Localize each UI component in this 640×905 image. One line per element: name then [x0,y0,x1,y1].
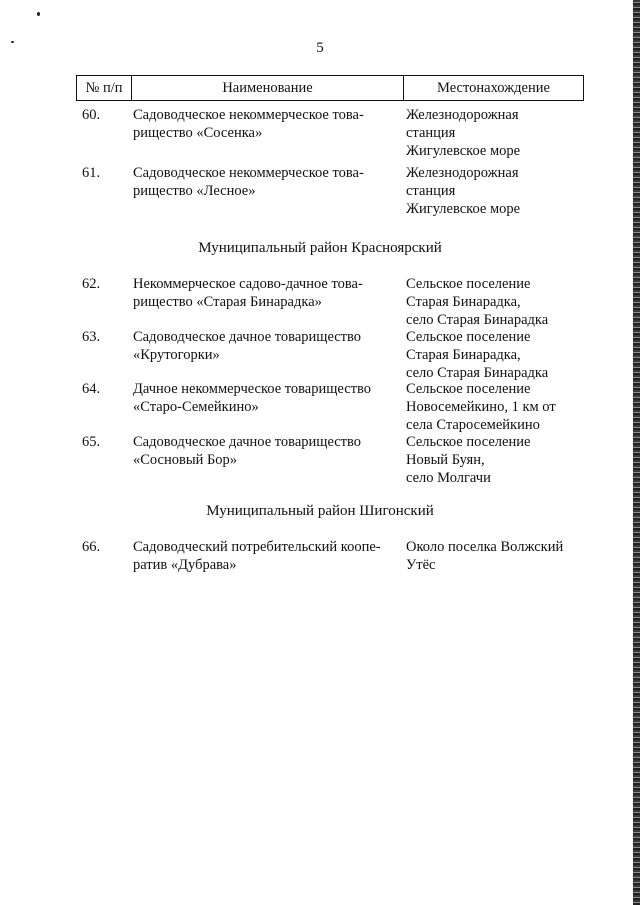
row-name-line: Садоводческий потребительский коопе- [133,539,381,555]
row-number: 64. [82,381,101,397]
row-name-line: «Сосновый Бор» [133,452,238,468]
row-location-line: Сельское поселение [406,329,531,345]
row-location-line: Утёс [406,557,436,573]
row-name-line: рищество «Сосенка» [133,125,263,141]
row-name [133,164,395,200]
row-name-line: Садоводческое дачное товарищество [133,434,362,450]
row-number: 63. [82,329,101,345]
row-name [133,380,395,416]
row-location [406,275,586,329]
row-location [406,328,586,382]
row-name-line: ратив «Дубрава» [133,557,237,573]
table-header [76,75,584,101]
row-location-line: Новосемейкино, 1 км от [406,399,556,415]
scan-speck [37,12,40,16]
row-location [406,106,586,160]
row-name-line: Садоводческое некоммерческое това- [133,107,364,123]
page-number: 5 [316,40,324,56]
row-location-line: Сельское поселение [406,276,531,292]
section-heading: Муниципальный район Красноярский [198,240,442,256]
row-name-line: рищество «Лесное» [133,183,256,199]
row-location-line: Новый Буян, [406,452,485,468]
row-location-line: Жигулевское море [406,143,521,159]
row-location-line: село Старая Бинарадка [406,365,549,381]
row-name-line: Дачное некоммерческое товарищество [133,381,371,397]
row-name-line: «Крутогорки» [133,347,220,363]
row-name [133,106,395,142]
row-location-line: село Старая Бинарадка [406,312,549,328]
row-name-line: Некоммерческое садово-дачное това- [133,276,363,292]
row-location [406,380,586,434]
row-location [406,538,586,574]
row-name-line: Садоводческое дачное товарищество [133,329,362,345]
scan-edge [633,0,640,905]
row-number: 62. [82,276,101,292]
row-name [133,328,395,364]
row-number: 60. [82,107,101,123]
row-name [133,275,395,311]
row-location-line: станция [406,125,456,141]
row-name [133,538,395,574]
row-location-line: Железнодорожная [406,165,519,181]
header-location: Местонахождение [437,79,550,96]
row-location-line: Железнодорожная [406,107,519,123]
row-location-line: Старая Бинарадка, [406,347,521,363]
section-heading: Муниципальный район Шигонский [206,503,434,519]
row-name-line: Садоводческое некоммерческое това- [133,165,364,181]
row-name [133,433,395,469]
row-location-line: станция [406,183,456,199]
row-location [406,164,586,218]
row-number: 61. [82,165,101,181]
row-name-line: «Старо-Семейкино» [133,399,259,415]
header-num: № п/п [77,76,132,100]
row-location-line: Жигулевское море [406,201,521,217]
row-location-line: Сельское поселение [406,434,531,450]
row-number: 65. [82,434,101,450]
row-name-line: рищество «Старая Бинарадка» [133,294,322,310]
row-location-line: село Молгачи [406,470,491,486]
row-location-line: Около поселка Волжский [406,539,564,555]
row-location-line: села Старосемейкино [406,417,540,433]
header-name: Наименование [132,76,404,100]
row-location [406,433,586,487]
row-number: 66. [82,539,101,555]
row-location-line: Старая Бинарадка, [406,294,521,310]
row-location-line: Сельское поселение [406,381,531,397]
